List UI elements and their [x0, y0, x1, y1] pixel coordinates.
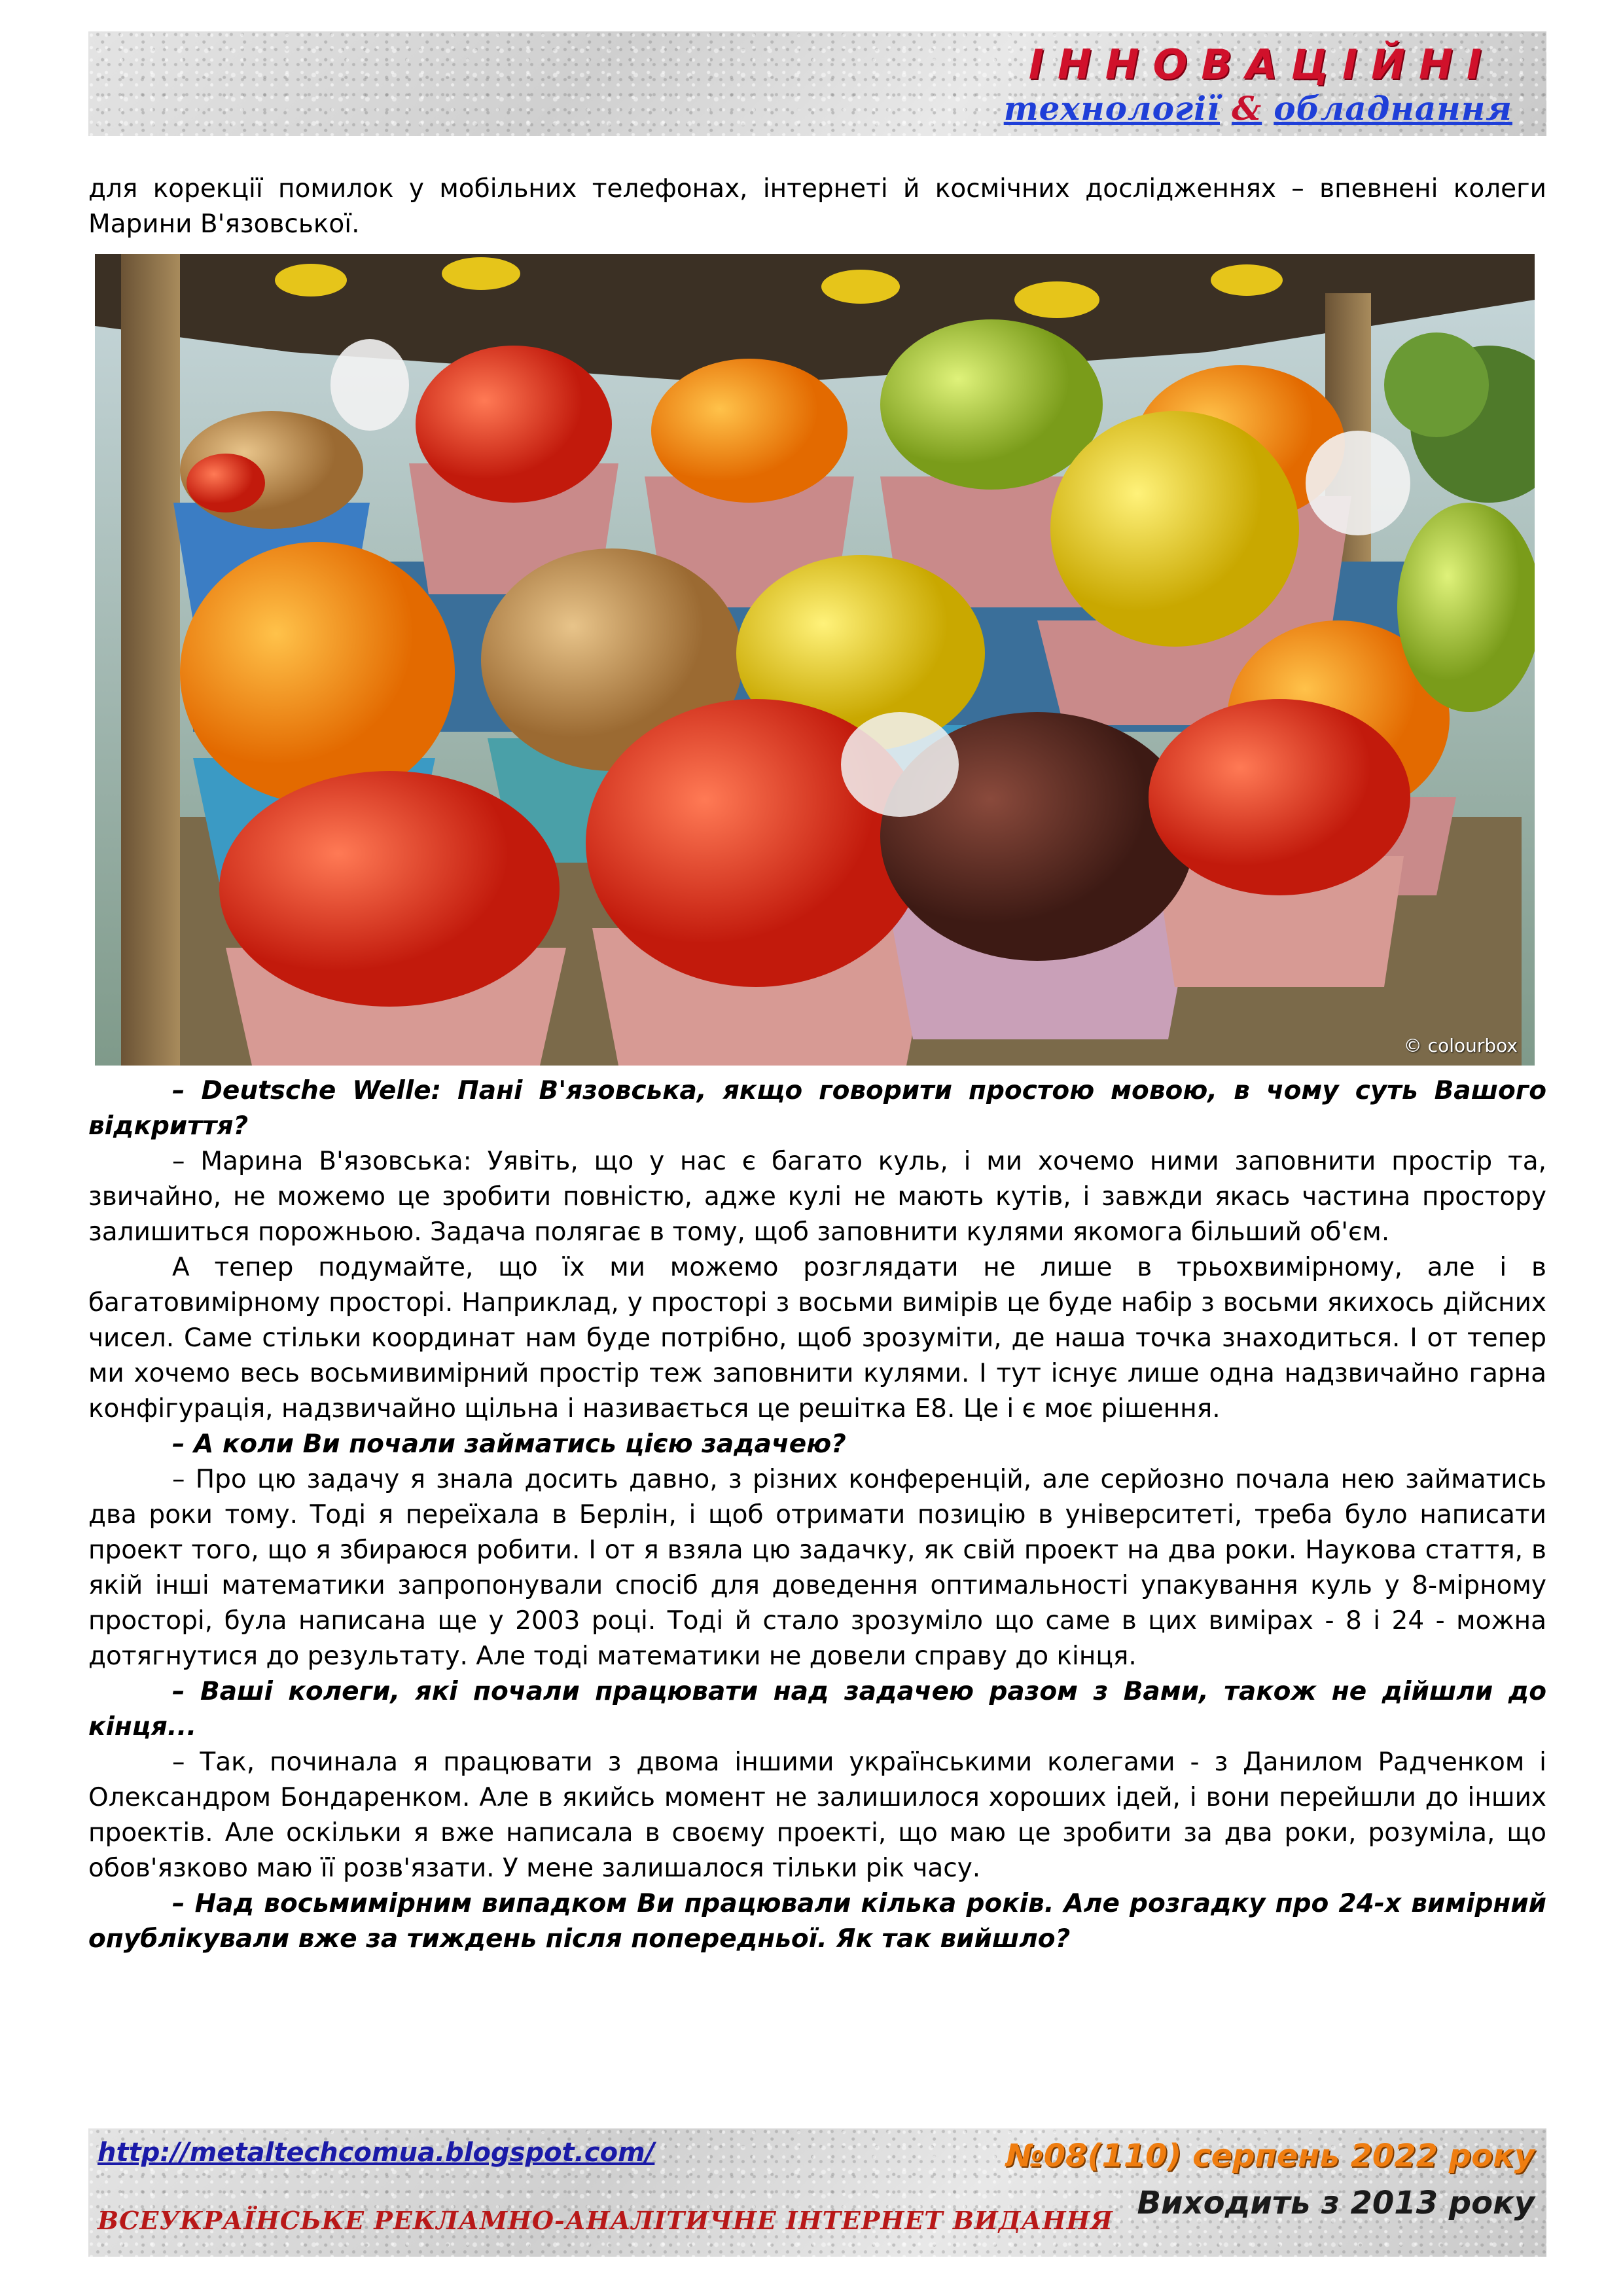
answer-2: – Про цю задачу я знала досить давно, з різних конференцій, але серйозно почала нею займатись два роки тому. Тоді я переїхала в Берлін, і щоб отримати позицію в університеті, треба було написати проект того, що я збираюся робити. І от я взяла цю задачку, як свій проект на два роки. Наукова стаття, в якій інші математики запропонували спосіб для доведення оптимальності упакування куль у 8-мірному просторі, була написана ще у 2003 році. Тоді й стало зрозуміло що саме в цих вимірах - 8 і 24 - можна дотягнутися до результату. Але тоді математики не довели справу до кінця.	[88, 1465, 1546, 1671]
answer-3: – Так, починала я працювати з двома іншими українськими колегами - з Данилом Радченком і Олександром Бондаренком. Але в якийсь момент не залишилося хороших ідей, і вони перейшли до інших проектів. Але оскільки я вже написала в своєму проекті, що маю це зробити за два роки, розуміла, що обов'язково маю її розв'язати. У мене залишалося тільки рік часу.	[88, 1748, 1546, 1883]
footer-banner	[88, 2128, 1546, 2257]
fruit-stall-illustration	[95, 254, 1535, 1066]
question-2: – А коли Ви почали займатись цією задачею?	[172, 1429, 846, 1459]
fruit-stall-photo	[95, 254, 1535, 1066]
subtitle-ampersand: &	[1232, 89, 1262, 128]
magazine-subtitle	[1004, 89, 1512, 128]
issue-number: №08(110) серпень 2022 року	[1005, 2138, 1535, 2174]
blog-url-link[interactable]: http://metaltechcomua.blogspot.com/	[98, 2138, 655, 2168]
question-1: – Deutsche Welle: Пані В'язовська, якщо говорити простою мовою, в чому суть Вашого відкриття?	[88, 1076, 1546, 1141]
intro-paragraph: для корекції помилок у мобільних телефонах, інтернеті й космічних дослідженнях – впевнені колеги Марини В'язовської.	[88, 174, 1546, 239]
header-banner	[88, 31, 1546, 136]
subtitle-equipment: обладнання	[1274, 89, 1512, 128]
photo-credit: © colourbox	[1403, 1035, 1518, 1056]
answer-1: – Марина В'язовська: Уявіть, що у нас є багато куль, і ми хочемо ними заповнити простір та, звичайно, не можемо це зробити повністю, адже кулі не мають кутів, і завжди якась частина простору залишиться порожньою. Задача полягає в тому, щоб заповнити кулями якомога більший об'єм.	[88, 1147, 1546, 1247]
interview-article	[88, 1073, 1546, 1957]
question-4: – Над восьмимірним випадком Ви працювали кілька років. Але розгадку про 24-х вимірний опублікували вже за тиждень після попередньої. Як так вийшло?	[88, 1889, 1546, 1954]
article-body	[88, 171, 1546, 242]
answer-1b: А тепер подумайте, що їх ми можемо розглядати не лише в трьохвимірному, але і в багатовимірному просторі. Наприклад, у просторі з восьми вимірів це буде набір з восьми якихось дійсних чисел. Саме стільки координат нам буде потрібно, щоб зрозуміти, де наша точка знаходиться. І от тепер ми хочемо весь восьмивимірний простір теж заповнити кулями. І тут існує лише одна надзвичайно гарна конфігурація, надзвичайно щільна і називається це решітка Е8. Це і є моє рішення.	[88, 1253, 1546, 1424]
question-3: – Ваші колеги, які почали працювати над задачею разом з Вами, також не дійшли до кінця...	[88, 1677, 1546, 1742]
publication-tagline: ВСЕУКРАЇНСЬКЕ РЕКЛАМНО-АНАЛІТИЧНЕ ІНТЕРНЕТ ВИДАННЯ	[98, 2206, 1113, 2235]
publishing-since: Виходить з 2013 року	[1137, 2185, 1535, 2221]
magazine-title: ІННОВАЦІЙНІ	[1028, 41, 1495, 88]
subtitle-technology: технології	[1003, 89, 1221, 128]
